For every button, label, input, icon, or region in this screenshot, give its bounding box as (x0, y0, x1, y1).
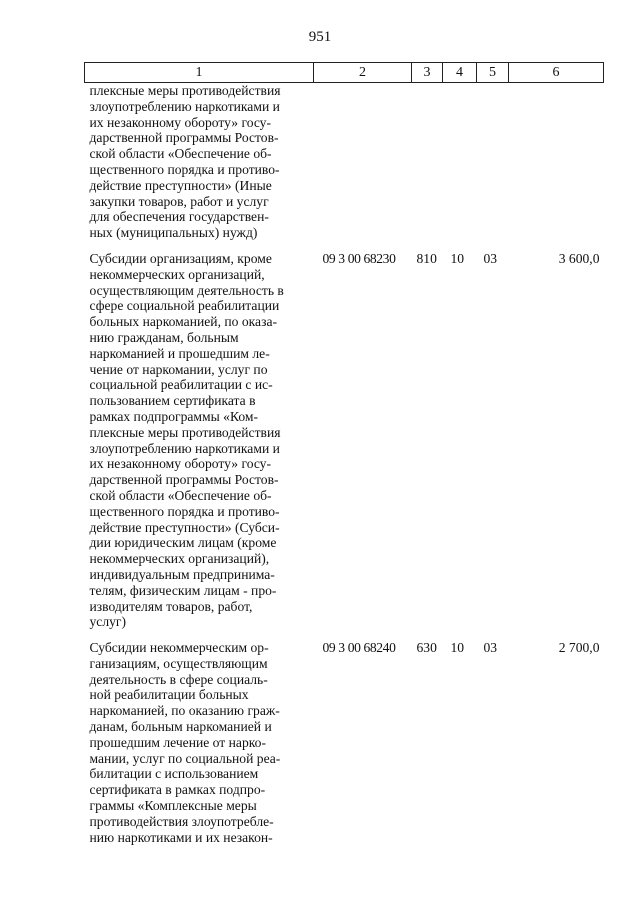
expense-type-code: 630 (416, 640, 437, 656)
table-row (85, 83, 604, 251)
row-description-text: плексные меры противодействия злоупотреблению наркотиками и их незаконному обороту» госу- дарственной программы Ростов- ской области «Обеспечение об- щественного порядка и противо- действие преступности» (Иные закупки товаров, работ и услуг для обеспечения государствен- ных (муниципальных) нужд) (89, 83, 281, 241)
column-header-6: 6 (509, 63, 604, 83)
amount-value: 2 700,0 (558, 640, 600, 656)
row-description (85, 83, 314, 251)
section-code (443, 83, 477, 251)
table-row (85, 640, 604, 845)
column-header-2: 2 (314, 63, 412, 83)
amount-value: 3 600,0 (558, 250, 600, 266)
subsection-code: 03 (483, 250, 498, 266)
target-article-code: 09 3 00 68230 (322, 250, 396, 266)
section-code: 10 (450, 250, 465, 266)
column-header-3: 3 (412, 63, 443, 83)
row-description-text: Субсидии некоммерческим ор- ганизациям, осуществляющим деятельность в сфере социаль- ной реабилитации больных наркоманией, по оказанию граж- данам, больным наркоманией и прошедшим лечение от нарко- мании, услуг по социальной реа- билитации с использованием сертификата в рамках подпро- граммы «Комплексные меры противодействия злоупотребле- нию наркотиками и их незакон- (89, 640, 281, 845)
expense-type-code: 810 (416, 250, 437, 266)
amount-value (509, 83, 604, 251)
subsection-code: 03 (483, 640, 498, 656)
table-header-row (85, 63, 604, 83)
target-article-code: 09 3 00 68240 (322, 640, 396, 656)
subsection-code (477, 83, 509, 251)
row-description (85, 640, 314, 845)
row-description-text: Субсидии организациям, кроме некоммерческих организаций, осуществляющим деятельность в сфере социальной реабилитации больных наркоманией, по оказа- нию гражданам, больным наркоманией и прошедшим ле- чение от наркомании, услуг по социальной реабилитации с ис- пользованием сертификата в рамках подпрограммы «Ком- плексные меры противодействия злоупотреблению наркотиками и их незаконному обороту» госу- дарственной программы Ростов- ской области «Обеспечение об- щественного порядка и противо- действие преступности» (Субси- дии юридическим лицам (кроме некоммерческих организаций), индивидуальным предпринима- телям, физическим лицам - про- изводителям товаров, работ, услуг) (89, 250, 284, 630)
expense-type-code (412, 83, 443, 251)
page-number: 951 (308, 29, 332, 45)
column-header-5: 5 (477, 63, 509, 83)
row-description (85, 251, 314, 640)
column-header-4: 4 (443, 63, 477, 83)
column-header-1: 1 (85, 63, 314, 83)
table-row (85, 251, 604, 640)
section-code: 10 (450, 640, 465, 656)
budget-table (84, 62, 604, 845)
target-article-code (314, 83, 412, 251)
